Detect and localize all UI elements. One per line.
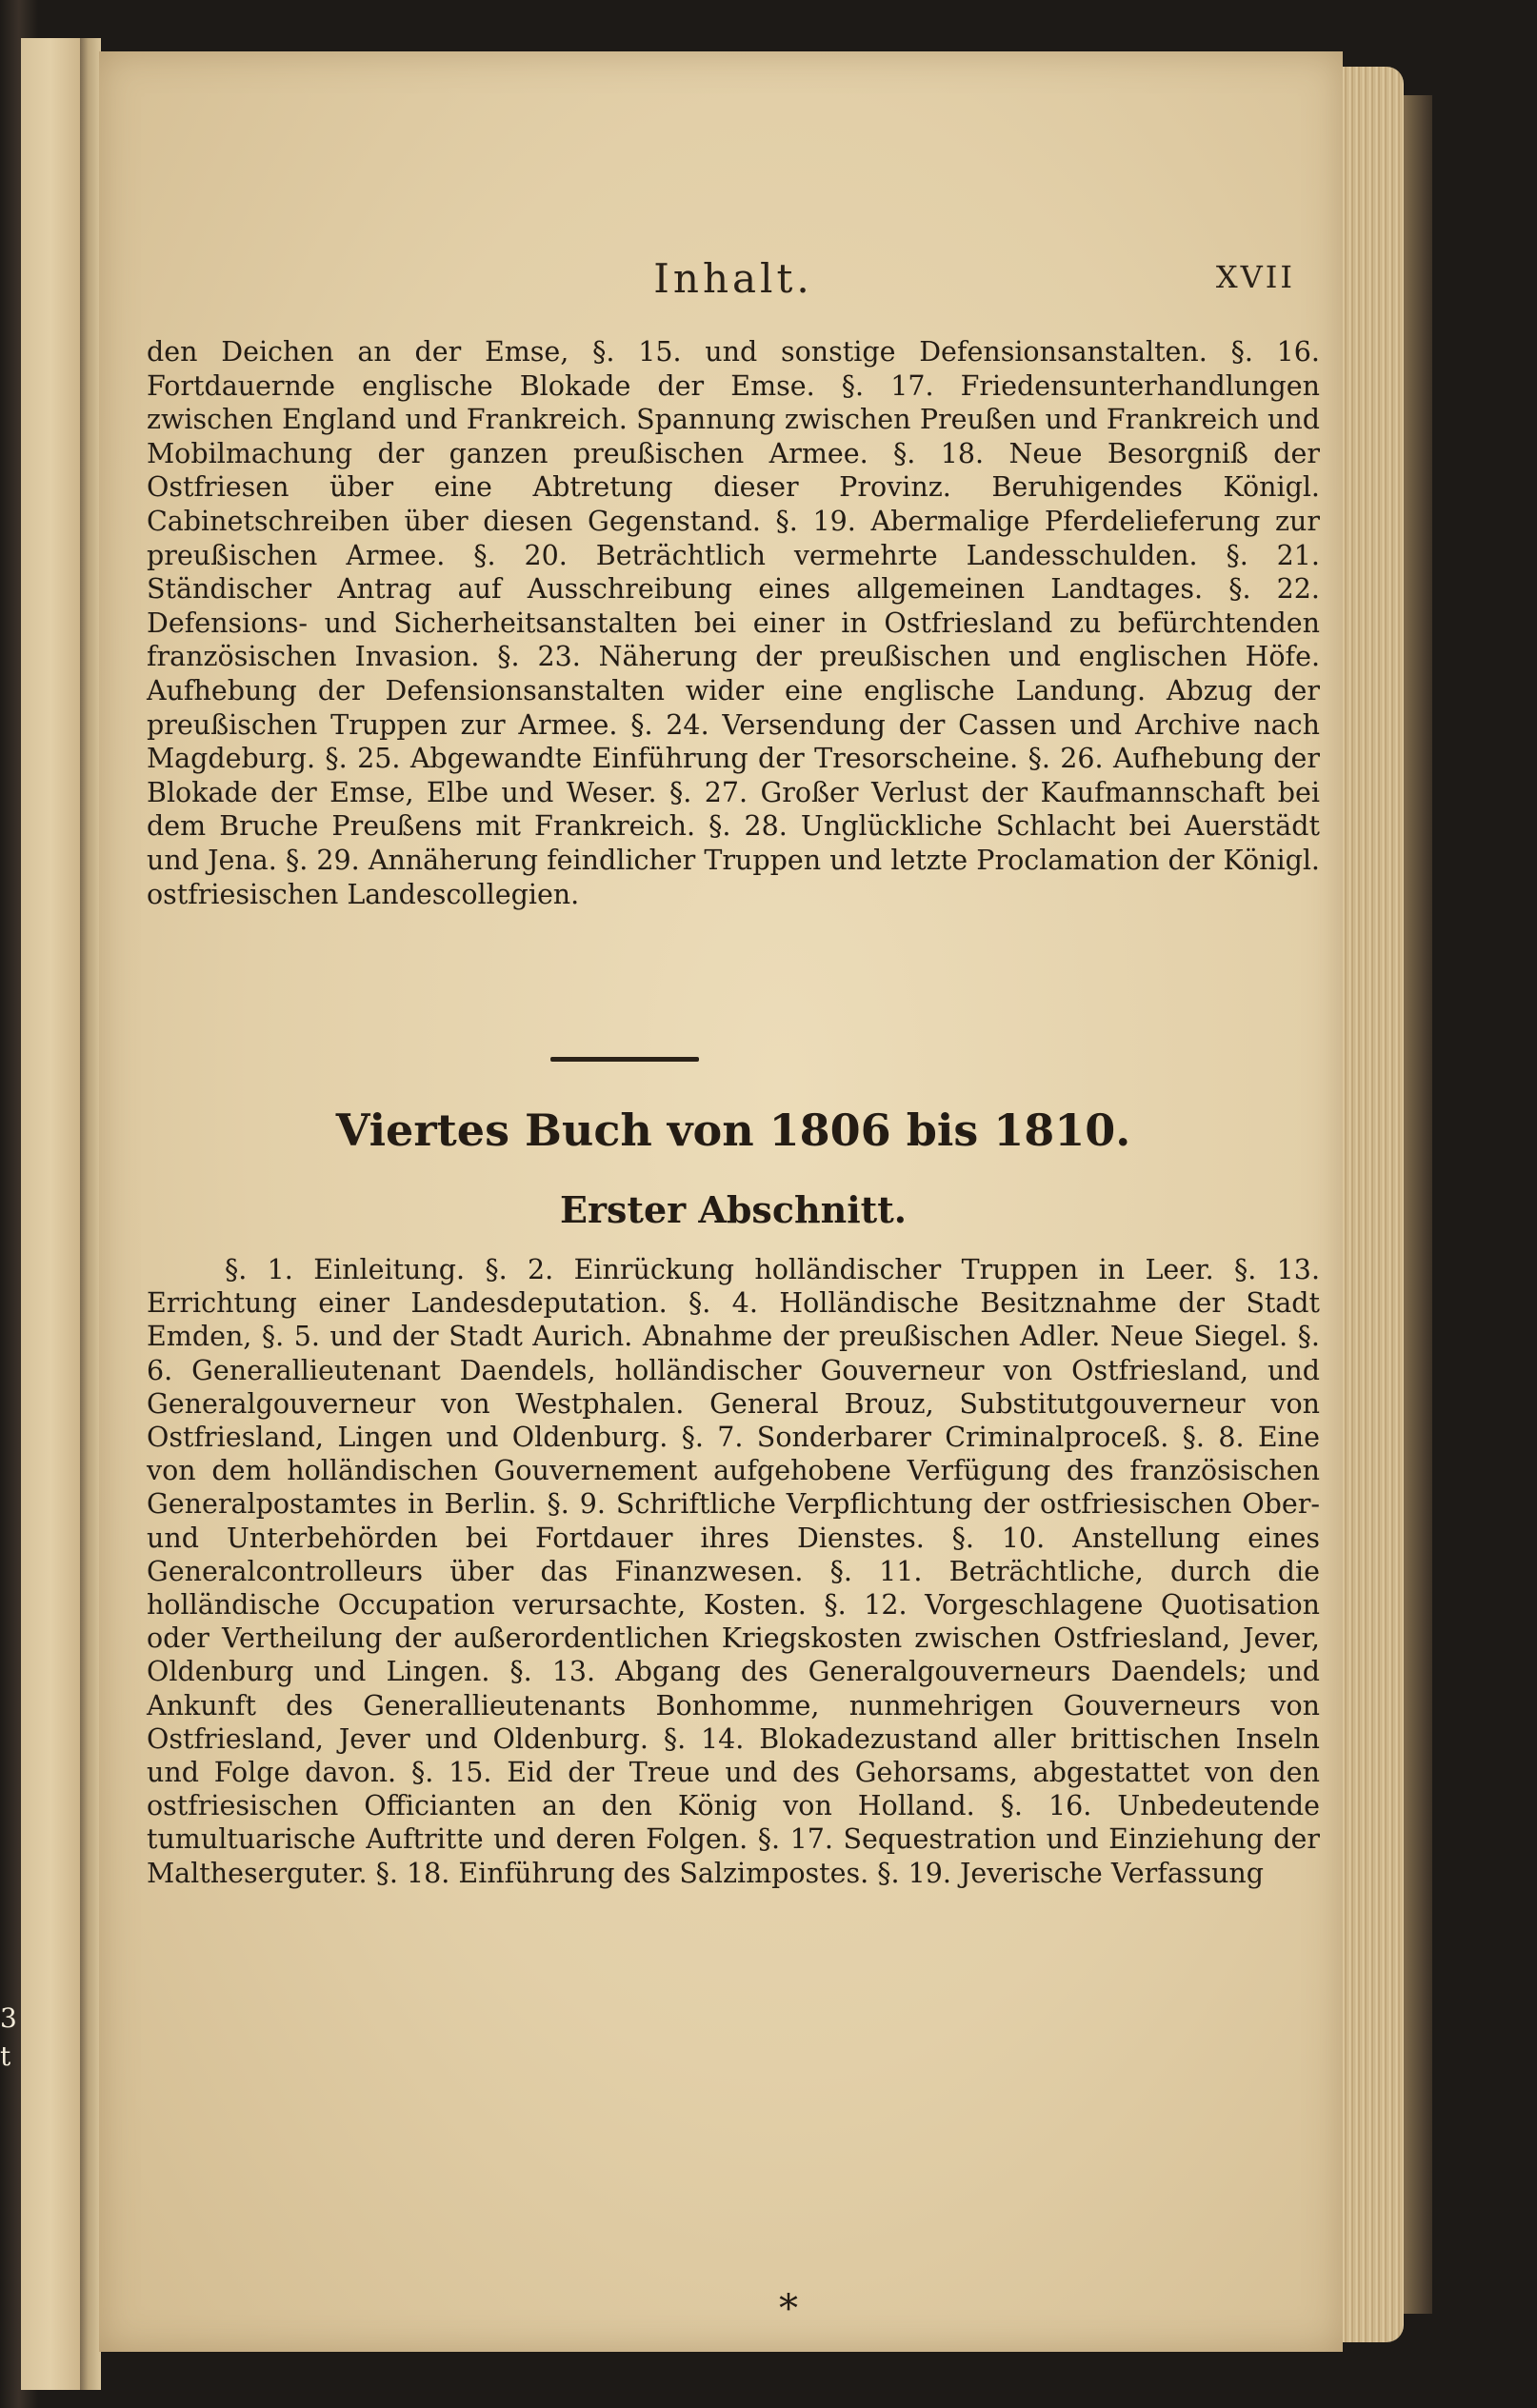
- left-page-edge: [21, 38, 82, 2390]
- book-heading: Viertes Buch von 1806 bis 1810.: [335, 1104, 1131, 1156]
- book-cover-edge: [1404, 95, 1432, 2314]
- signature-mark: *: [779, 2287, 798, 2331]
- margin-mark: 3: [0, 2002, 17, 2034]
- running-header: [143, 255, 1324, 312]
- section-heading: Erster Abschnitt.: [560, 1188, 907, 1231]
- section-text: §. 1. Einleitung. §. 2. Einrückung holländischer Truppen in Leer. §. 13. Errichtung einer Landesdeputation. §. 4. Holländische Besitznahme der Stadt Emden, §. 5. und der Stadt Aurich. Abnahme der preußischen Adler. Neue Siegel. §. 6. Generallieutenant Daendels, holländischer Gouverneur von Ostfriesland, und Generalgouverneur von Westphalen. General Brouz, Substitutgouverneur von Ostfriesland, Lingen und Oldenburg. §. 7. Sonderbarer Criminalproceß. §. 8. Eine von dem holländischen Gouvernement aufgehobene Verfügung des französischen Generalpostamtes in Berlin. §. 9. Schriftliche Verpflichtung der ostfriesischen Ober- und Unterbehörden bei Fortdauer ihres Dienstes. §. 10. Anstellung eines Generalcontrolleurs über das Finanzwesen. §. 11. Beträchtliche, durch die holländische Occupation verursachte, Kosten. §. 12. Vorgeschlagene Quotisation oder Vertheilung der außerordentlichen Kriegskosten zwischen Ostfriesland, Jever, Oldenburg und Lingen. §. 13. Abgang des Generalgouverneurs Daendels; und Ankunft des Generallieutenants Bonhomme, nunmehrigen Gouverneurs von Ostfriesland, Jever und Oldenburg. §. 14. Blokadezustand aller brittischen Inseln und Folge davon. §. 15. Eid der Treue und des Gehorsams, abgestattet von den ostfriesischen Officianten an den König von Holland. §. 16. Unbedeutende tumultuarische Auftritte und deren Folgen. §. 17. Sequestration und Einziehung der Maltheserguter. §. 18. Einführung des Salzimpostes. §. 19. Jeverische Verfassung: [147, 1254, 1320, 1889]
- section-divider: [550, 1057, 699, 1062]
- contents-paragraph-intro: [147, 335, 1320, 911]
- page-stack-edges: [1341, 67, 1404, 2342]
- page-number: XVII: [1215, 259, 1295, 295]
- book-gutter: [80, 38, 101, 2390]
- left-margin-marks: [0, 2000, 19, 2076]
- contents-paragraph-section: [147, 1253, 1320, 1890]
- running-title: Inhalt.: [653, 255, 813, 302]
- intro-text: den Deichen an der Emse, §. 15. und sonstige Defensionsanstalten. §. 16. Fortdauernde englische Blokade der Emse. §. 17. Friedensunterhandlungen zwischen England und Frankreich. Spannung zwischen Preußen und Frankreich und Mobilmachung der ganzen preußischen Armee. §. 18. Neue Besorgniß der Ostfriesen über eine Abtretung dieser Provinz. Beruhigendes Königl. Cabinetschreiben über diesen Gegenstand. §. 19. Abermalige Pferdelieferung zur preußischen Armee. §. 20. Beträchtlich vermehrte Landesschulden. §. 21. Ständischer Antrag auf Ausschreibung eines allgemeinen Landtages. §. 22. Defensions- und Sicherheitsanstalten bei einer in Ostfriesland zu befürchtenden französischen Invasion. §. 23. Näherung der preußischen und englischen Höfe. Aufhebung der Defensionsanstalten wider eine englische Landung. Abzug der preußischen Truppen zur Armee. §. 24. Versendung der Cassen und Archive nach Magdeburg. §. 25. Abgewandte Einführung der Tresorscheine. §. 26. Aufhebung der Blokade der Emse, Elbe und Weser. §. 27. Großer Verlust der Kaufmannschaft bei dem Bruche Preußens mit Frankreich. §. 28. Unglückliche Schlacht bei Auerstädt und Jena. §. 29. Annäherung feindlicher Truppen und letzte Proclamation der Königl. ostfriesischen Landescollegien.: [147, 336, 1320, 910]
- margin-mark: t: [0, 2040, 11, 2072]
